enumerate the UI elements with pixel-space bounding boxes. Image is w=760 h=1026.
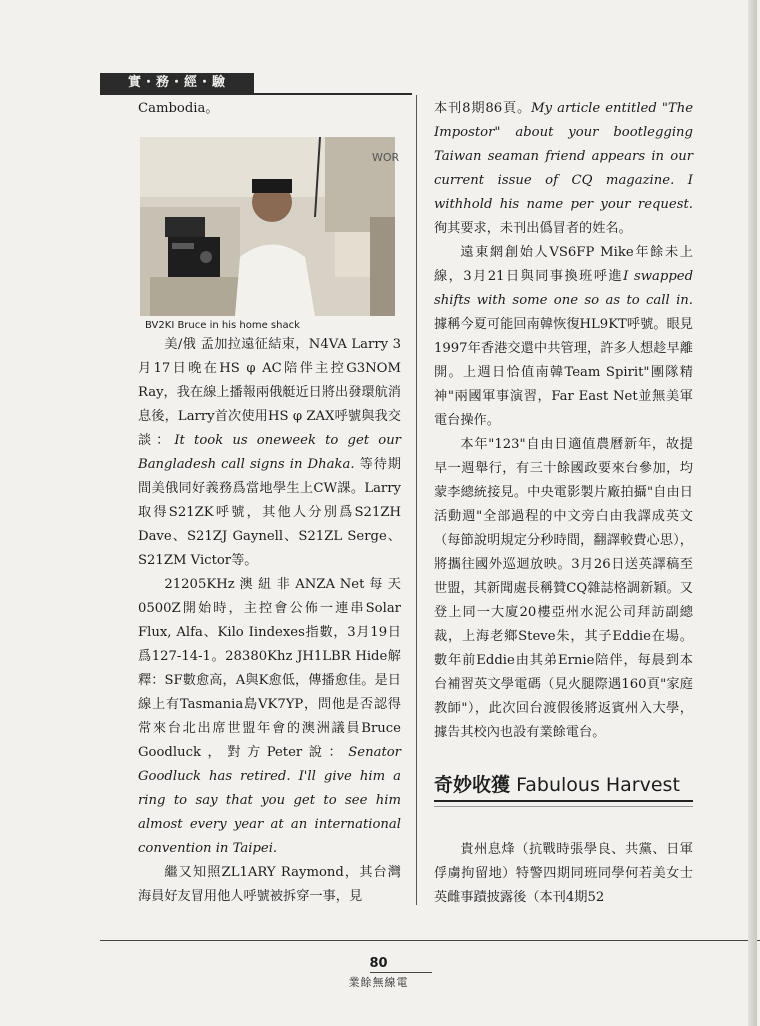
section-title-rule-thin <box>434 806 693 807</box>
chinese-text: 等待期間美俄同好義務爲當地學生上CW課。Larry取得S21ZK呼號，其他人分別爲S21ZH Dave、S21ZJ Gaynell、S21ZL Serge、S21ZM Victor等。 <box>138 457 401 568</box>
chinese-text: 繼又知照ZL1ARY Raymond，其台灣海員好友冒用他人呼號被拆穿一事，見 <box>138 865 401 904</box>
right-column <box>434 97 693 745</box>
paragraph <box>138 861 401 909</box>
english-quote: It took us oneweek to get our Bangladesh call signs in Dhaka. <box>138 433 401 472</box>
english-quote: I swapped shifts with some one so as to call in. <box>434 269 694 308</box>
chinese-text: 本刊8期86頁。 <box>434 101 532 116</box>
paragraph <box>434 97 693 241</box>
section-title-rule <box>434 800 693 802</box>
photo-sign-text: WOR <box>372 151 400 164</box>
chinese-text: 美/俄 孟加拉遠征結束，N4VA Larry 3月17日晚在HS φ AC陪伴主控G3NOM Ray，我在線上播報兩俄艇近日將出發環航消息後，Larry首次使用HS φ ZAX呼號與我交談： <box>138 337 401 448</box>
chinese-text: 徇其要求，未刊出僞冒者的姓名。 <box>434 221 632 236</box>
photo-ham-shack <box>140 137 400 316</box>
section-header-label: 實・務・經・驗 <box>100 73 254 93</box>
english-quote: My article entitled "The Impostor" about your bootlegging Taiwan seaman friend appears in our current issue of CQ magazine. I withhold his name per your request. <box>434 101 694 212</box>
page-number-rule <box>370 972 432 973</box>
section-body <box>434 838 693 910</box>
photo-caption: BV2KI Bruce in his home shack <box>145 320 300 331</box>
footer-rule <box>100 940 760 941</box>
header-rule <box>100 93 412 95</box>
page-number: 80 <box>369 956 388 971</box>
paragraph <box>434 433 693 745</box>
page-edge-shadow <box>748 0 757 1026</box>
paragraph <box>434 241 693 433</box>
section-title-zh: 奇妙收獲 <box>434 774 511 796</box>
chinese-text: 遠東網創始人VS6FP Mike年餘未上線，3月21日與同事換班呼進 <box>434 245 693 284</box>
section-title-en: Fabulous Harvest <box>516 774 680 796</box>
paragraph <box>138 573 401 861</box>
english-quote: Senator Goodluck has retired. I'll give him a ring to say that you get to see him almost every year at an international convention in Taipei. <box>138 745 401 856</box>
left-column-body <box>138 333 401 909</box>
column-divider <box>416 95 417 905</box>
chinese-text: 據稱今夏可能回南韓恢復HL9KT呼號。眼見1997年香港交還中共管理，許多人想趁早離開。上週日恰值南韓Team Spirit"團隊精神"兩國軍事演習，Far East Net並無美軍電台操作。 <box>434 317 693 428</box>
magazine-name: 業餘無線電 <box>348 976 409 989</box>
chinese-text: 21205KHz 澳 紐 非 ANZA Net 每 天0500Z開始時，主控會公佈一連串Solar Flux, Alfa、Kilo Iindexes指數，3月19日爲127-14-1。28380Khz JH1LBR Hide解釋：SF數愈高，A與K愈低，傳播愈佳。是日線上有Tasmania島VK7YP，問他是否認得常來台北出席世盟年會的澳洲議員Bruce Goodluck，對方Peter說： <box>138 577 401 760</box>
section-body-text: 貴州息烽（抗戰時張學良、共黨、日軍俘虜拘留地）特警四期同班同學何若美女士英雌事蹟披露後（本刊4期52 <box>434 842 693 905</box>
section-title <box>434 770 693 800</box>
chinese-text: 本年"123"自由日適值農曆新年，故提早一週舉行，有三十餘國政要來台參加，均蒙李總統接見。中央電影製片廠拍攝"自由日活動週"全部過程的中文旁白由我譯成英文（每節說明規定分秒時間，翻譯較費心思），將攜往國外巡迴放映。3月26日送英譯稿至世盟，其新聞處長稱贊CQ雜誌格調新穎。又登上同一大廈20樓亞州水泥公司拜訪副總裁，上海老鄉Steve朱，其子Eddie在場。數年前Eddie由其弟Ernie陪伴，每晨到本台補習英文學電碼（見火腿際遇160頁"家庭教師"），此次回台渡假後將返賓州入大學，據告其校內也設有業餘電台。 <box>434 437 693 740</box>
paragraph <box>138 333 401 573</box>
paragraph-intro: Cambodia。 <box>138 101 219 116</box>
ham-shack-photo-illustration <box>140 137 400 316</box>
